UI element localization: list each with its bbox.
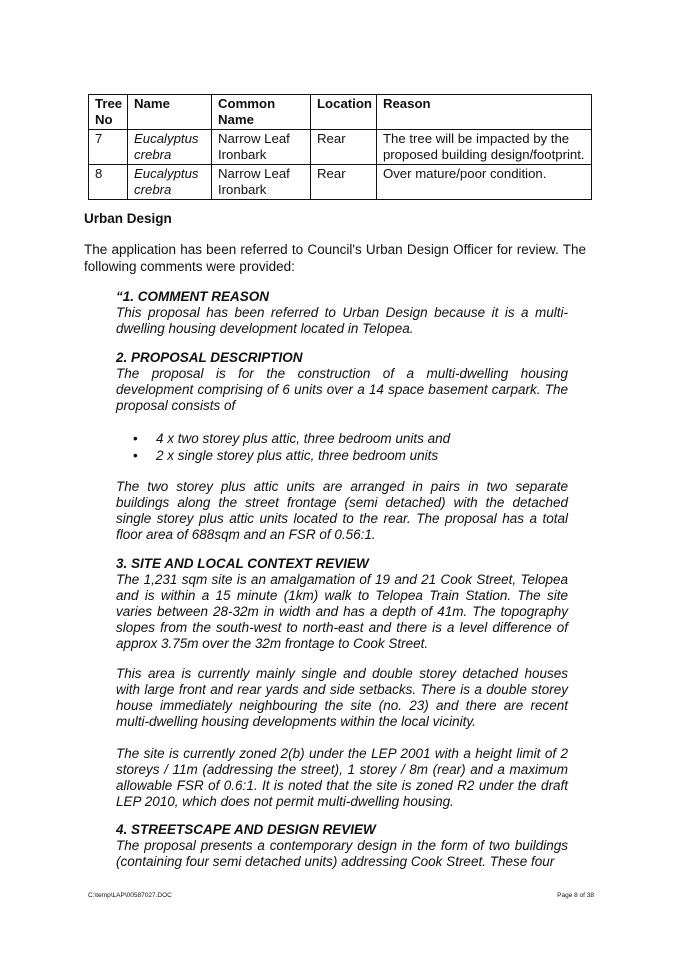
comment-reason-heading: “1. COMMENT REASON (116, 289, 270, 304)
cell-reason: The tree will be impacted by the proposed building design/footprint. (376, 130, 591, 165)
proposal-description-section (116, 350, 568, 414)
proposal-description-text: The proposal is for the construction of a multi-dwelling housing development comprising of 6 units over a 14 space basement carpark. The proposal consists of (116, 366, 568, 413)
header-name: Name (128, 95, 212, 130)
cell-tree-no: 7 (89, 130, 128, 165)
cell-common-name: Narrow Leaf Ironbark (212, 130, 311, 165)
unit-list (116, 430, 556, 464)
footer-file-path: C:\temp\LAP\00587027.DOC (88, 892, 172, 899)
intro-paragraph: The application has been referred to Council's Urban Design Officer for review. The following comments were provided: (84, 242, 586, 274)
section-heading-urban-design: Urban Design (84, 211, 172, 226)
tree-removal-table (88, 94, 592, 200)
proposal-description-continued (116, 479, 568, 543)
cell-reason: Over mature/poor condition. (376, 165, 591, 200)
site-context-paragraph-3 (116, 746, 568, 810)
streetscape-section (116, 822, 568, 870)
comment-reason-text: This proposal has been referred to Urban Design because it is a multi-dwelling housing development located in Telopea. (116, 305, 568, 336)
list-item (116, 430, 556, 447)
proposal-description-text-2: The two storey plus attic units are arranged in pairs in two separate buildings along the street frontage (semi detached) with the detached single storey plus attic units located to the rear. The proposal has a total floor area of 688sqm and an FSR of 0.56:1. (116, 479, 568, 542)
site-context-section (116, 556, 568, 652)
cell-location: Rear (311, 130, 377, 165)
streetscape-text: The proposal presents a contemporary design in the form of two buildings (containing four semi detached units) addressing Cook Street. These four (116, 838, 568, 869)
bullet-icon: • (133, 431, 138, 446)
table-row (89, 130, 592, 165)
table-header-row (89, 95, 592, 130)
cell-name: Eucalyptus crebra (128, 165, 212, 200)
site-context-text-2: This area is currently mainly single and double storey detached houses with large front and rear yards and side setbacks. There is a double storey house immediately neighbouring the site (no. 23) and there are recent multi-dwelling housing developments within the local vicinity. (116, 666, 568, 729)
list-item-text: 2 x single storey plus attic, three bedroom units (156, 448, 439, 463)
proposal-description-heading: 2. PROPOSAL DESCRIPTION (116, 350, 303, 365)
site-context-text: The 1,231 sqm site is an amalgamation of 19 and 21 Cook Street, Telopea and is within a 15 minute (1km) walk to Telopea Train Station. The site varies between 28-32m in width and has a depth of 41m. The topography slopes from the south-west to north-east and there is a level difference of approx 3.75m over the 32m frontage to Cook Street. (116, 572, 568, 651)
comment-reason-section (116, 289, 568, 337)
header-common-name: Common Name (212, 95, 311, 130)
cell-location: Rear (311, 165, 377, 200)
site-context-text-3: The site is currently zoned 2(b) under the LEP 2001 with a height limit of 2 storeys / 11m (addressing the street), 1 storey / 8m (rear) and a maximum allowable FSR of 0.6:1. It is noted that the site is zoned R2 under the draft LEP 2010, which does not permit multi-dwelling housing. (116, 746, 568, 809)
cell-name: Eucalyptus crebra (128, 130, 212, 165)
header-reason: Reason (376, 95, 591, 130)
bullet-icon: • (133, 448, 138, 463)
list-item (116, 447, 556, 464)
header-location: Location (311, 95, 377, 130)
site-context-heading: 3. SITE AND LOCAL CONTEXT REVIEW (116, 556, 369, 571)
table-row (89, 165, 592, 200)
site-context-paragraph-2 (116, 666, 568, 730)
cell-tree-no: 8 (89, 165, 128, 200)
footer-page-number: Page 8 of 38 (557, 892, 594, 899)
list-item-text: 4 x two storey plus attic, three bedroom units and (156, 431, 451, 446)
header-tree-no: Tree No (89, 95, 128, 130)
streetscape-heading: 4. STREETSCAPE AND DESIGN REVIEW (116, 822, 376, 837)
cell-common-name: Narrow Leaf Ironbark (212, 165, 311, 200)
